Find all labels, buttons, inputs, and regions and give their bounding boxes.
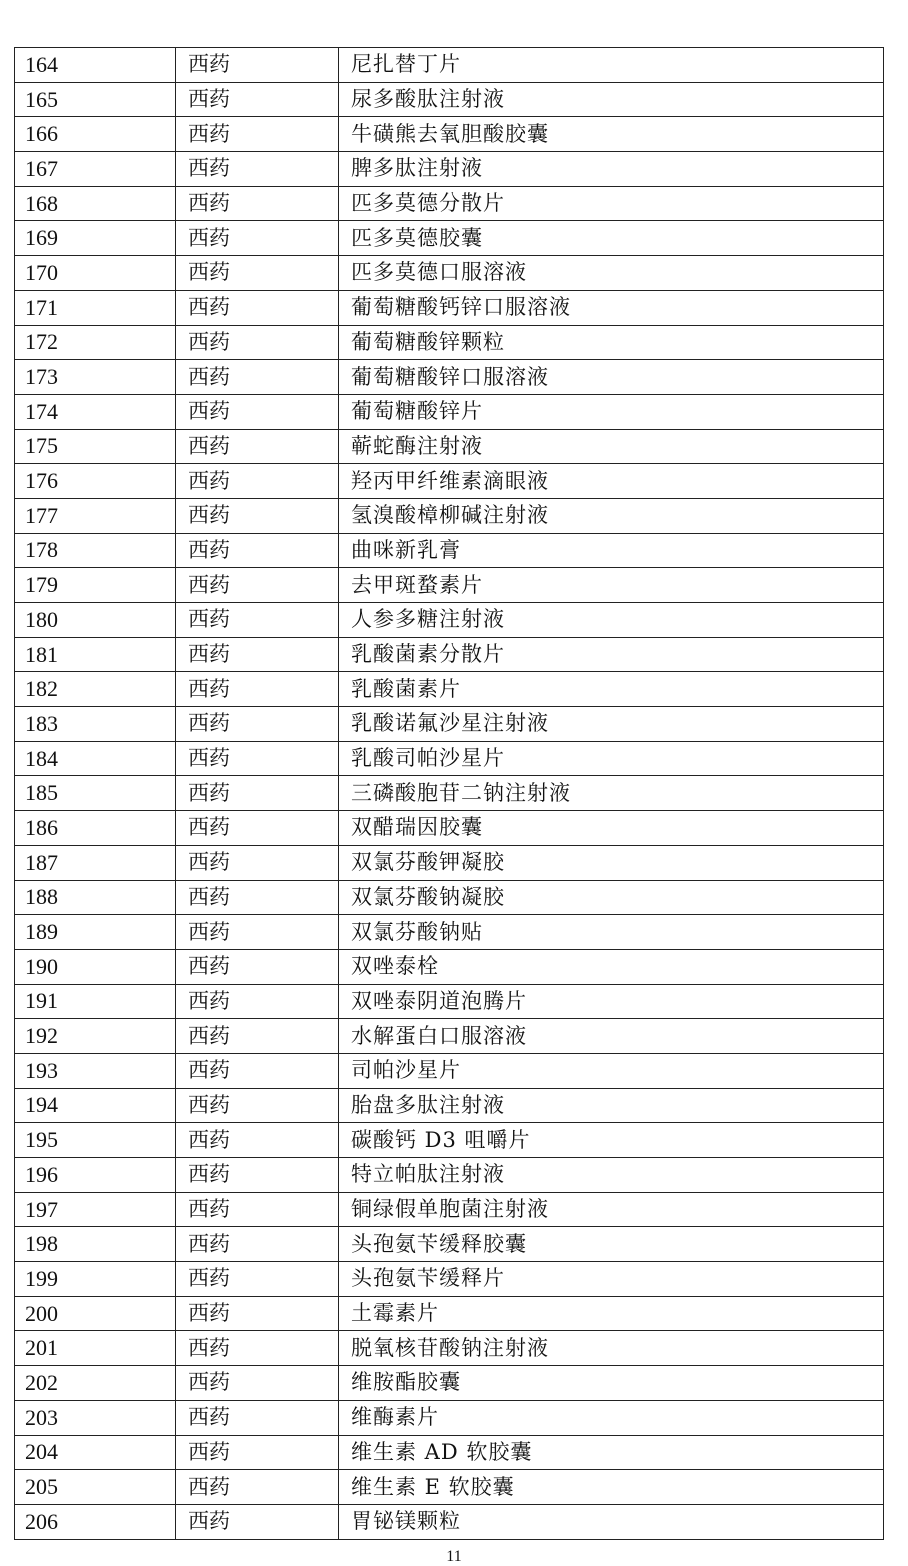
drug-name-cell: 双氯芬酸钠贴 (339, 915, 884, 950)
category-cell: 西药 (176, 1158, 339, 1193)
row-number-cell: 165 (15, 82, 176, 117)
category-cell: 西药 (176, 984, 339, 1019)
table-row (15, 880, 884, 915)
drug-name-cell: 司帕沙星片 (339, 1053, 884, 1088)
row-number-cell: 176 (15, 464, 176, 499)
drug-name-cell: 维胺酯胶囊 (339, 1366, 884, 1401)
category-cell: 西药 (176, 360, 339, 395)
category-cell: 西药 (176, 1019, 339, 1054)
row-number-cell: 198 (15, 1227, 176, 1262)
table-row (15, 256, 884, 291)
row-number-cell: 192 (15, 1019, 176, 1054)
drug-name-cell: 乳酸菌素分散片 (339, 637, 884, 672)
table-row (15, 949, 884, 984)
drug-name-cell: 土霉素片 (339, 1296, 884, 1331)
drug-name-cell: 尿多酸肽注射液 (339, 82, 884, 117)
table-row (15, 1366, 884, 1401)
table-row (15, 394, 884, 429)
table-row (15, 1262, 884, 1297)
table-row (15, 637, 884, 672)
category-cell: 西药 (176, 1192, 339, 1227)
category-cell: 西药 (176, 186, 339, 221)
category-cell: 西药 (176, 845, 339, 880)
category-cell: 西药 (176, 1331, 339, 1366)
category-cell: 西药 (176, 1123, 339, 1158)
table-row (15, 1400, 884, 1435)
table-row (15, 603, 884, 638)
drug-name-cell: 双唑泰阴道泡腾片 (339, 984, 884, 1019)
row-number-cell: 186 (15, 811, 176, 846)
drug-name-cell: 双唑泰栓 (339, 949, 884, 984)
category-cell: 西药 (176, 1435, 339, 1470)
row-number-cell: 203 (15, 1400, 176, 1435)
row-number-cell: 183 (15, 707, 176, 742)
drug-name-cell: 蕲蛇酶注射液 (339, 429, 884, 464)
drug-name-cell: 葡萄糖酸锌片 (339, 394, 884, 429)
row-number-cell: 167 (15, 152, 176, 187)
drug-name-cell: 牛磺熊去氧胆酸胶囊 (339, 117, 884, 152)
drug-name-cell: 羟丙甲纤维素滴眼液 (339, 464, 884, 499)
row-number-cell: 181 (15, 637, 176, 672)
drug-name-cell: 脱氧核苷酸钠注射液 (339, 1331, 884, 1366)
drug-name-cell: 铜绿假单胞菌注射液 (339, 1192, 884, 1227)
row-number-cell: 206 (15, 1504, 176, 1539)
table-row (15, 186, 884, 221)
drug-name-cell: 胃铋镁颗粒 (339, 1504, 884, 1539)
row-number-cell: 202 (15, 1366, 176, 1401)
category-cell: 西药 (176, 880, 339, 915)
category-cell: 西药 (176, 1470, 339, 1505)
category-cell: 西药 (176, 152, 339, 187)
category-cell: 西药 (176, 741, 339, 776)
table-row (15, 1088, 884, 1123)
table-row (15, 82, 884, 117)
row-number-cell: 193 (15, 1053, 176, 1088)
drug-name-cell: 葡萄糖酸钙锌口服溶液 (339, 290, 884, 325)
drug-list-table (14, 47, 884, 1540)
row-number-cell: 184 (15, 741, 176, 776)
drug-name-cell: 乳酸菌素片 (339, 672, 884, 707)
table-row (15, 117, 884, 152)
row-number-cell: 164 (15, 48, 176, 83)
row-number-cell: 175 (15, 429, 176, 464)
drug-name-cell: 头孢氨苄缓释胶囊 (339, 1227, 884, 1262)
table-row (15, 776, 884, 811)
drug-name-cell: 维酶素片 (339, 1400, 884, 1435)
category-cell: 西药 (176, 949, 339, 984)
category-cell: 西药 (176, 1366, 339, 1401)
table-row (15, 1435, 884, 1470)
category-cell: 西药 (176, 117, 339, 152)
row-number-cell: 179 (15, 568, 176, 603)
category-cell: 西药 (176, 637, 339, 672)
category-cell: 西药 (176, 533, 339, 568)
drug-name-cell: 双醋瑞因胶囊 (339, 811, 884, 846)
table-row (15, 1123, 884, 1158)
drug-list-body (15, 48, 884, 1540)
category-cell: 西药 (176, 290, 339, 325)
drug-name-cell: 匹多莫德口服溶液 (339, 256, 884, 291)
row-number-cell: 204 (15, 1435, 176, 1470)
row-number-cell: 169 (15, 221, 176, 256)
table-row (15, 498, 884, 533)
drug-name-cell: 双氯芬酸钾凝胶 (339, 845, 884, 880)
category-cell: 西药 (176, 603, 339, 638)
row-number-cell: 194 (15, 1088, 176, 1123)
drug-name-cell: 维生素 E 软胶囊 (339, 1470, 884, 1505)
category-cell: 西药 (176, 1053, 339, 1088)
category-cell: 西药 (176, 221, 339, 256)
category-cell: 西药 (176, 48, 339, 83)
row-number-cell: 185 (15, 776, 176, 811)
table-row (15, 152, 884, 187)
category-cell: 西药 (176, 256, 339, 291)
table-row (15, 429, 884, 464)
drug-name-cell: 三磷酸胞苷二钠注射液 (339, 776, 884, 811)
category-cell: 西药 (176, 1400, 339, 1435)
drug-name-cell: 胎盘多肽注射液 (339, 1088, 884, 1123)
drug-name-cell: 葡萄糖酸锌颗粒 (339, 325, 884, 360)
row-number-cell: 182 (15, 672, 176, 707)
drug-name-cell: 特立帕肽注射液 (339, 1158, 884, 1193)
table-row (15, 1331, 884, 1366)
table-row (15, 845, 884, 880)
category-cell: 西药 (176, 1504, 339, 1539)
row-number-cell: 174 (15, 394, 176, 429)
table-row (15, 464, 884, 499)
row-number-cell: 187 (15, 845, 176, 880)
row-number-cell: 178 (15, 533, 176, 568)
category-cell: 西药 (176, 82, 339, 117)
category-cell: 西药 (176, 568, 339, 603)
table-row (15, 1470, 884, 1505)
category-cell: 西药 (176, 429, 339, 464)
row-number-cell: 199 (15, 1262, 176, 1297)
category-cell: 西药 (176, 1296, 339, 1331)
table-row (15, 741, 884, 776)
table-row (15, 360, 884, 395)
category-cell: 西药 (176, 672, 339, 707)
table-row (15, 811, 884, 846)
table-row (15, 533, 884, 568)
row-number-cell: 171 (15, 290, 176, 325)
category-cell: 西药 (176, 1227, 339, 1262)
table-row (15, 1192, 884, 1227)
category-cell: 西药 (176, 464, 339, 499)
drug-name-cell: 双氯芬酸钠凝胶 (339, 880, 884, 915)
drug-name-cell: 乳酸司帕沙星片 (339, 741, 884, 776)
drug-name-cell: 匹多莫德分散片 (339, 186, 884, 221)
drug-name-cell: 碳酸钙 D3 咀嚼片 (339, 1123, 884, 1158)
row-number-cell: 172 (15, 325, 176, 360)
table-row (15, 915, 884, 950)
table-row (15, 290, 884, 325)
category-cell: 西药 (176, 394, 339, 429)
drug-name-cell: 尼扎替丁片 (339, 48, 884, 83)
drug-name-cell: 葡萄糖酸锌口服溶液 (339, 360, 884, 395)
row-number-cell: 200 (15, 1296, 176, 1331)
drug-name-cell: 维生素 AD 软胶囊 (339, 1435, 884, 1470)
table-row (15, 1158, 884, 1193)
table-row (15, 672, 884, 707)
category-cell: 西药 (176, 498, 339, 533)
row-number-cell: 195 (15, 1123, 176, 1158)
table-row (15, 1227, 884, 1262)
category-cell: 西药 (176, 776, 339, 811)
drug-name-cell: 氢溴酸樟柳碱注射液 (339, 498, 884, 533)
row-number-cell: 190 (15, 949, 176, 984)
table-row (15, 1019, 884, 1054)
row-number-cell: 168 (15, 186, 176, 221)
drug-name-cell: 人参多糖注射液 (339, 603, 884, 638)
table-row (15, 1053, 884, 1088)
table-row (15, 1296, 884, 1331)
row-number-cell: 173 (15, 360, 176, 395)
category-cell: 西药 (176, 1262, 339, 1297)
page-number: 11 (446, 1548, 462, 1565)
row-number-cell: 166 (15, 117, 176, 152)
table-row (15, 984, 884, 1019)
row-number-cell: 205 (15, 1470, 176, 1505)
row-number-cell: 196 (15, 1158, 176, 1193)
table-row (15, 568, 884, 603)
drug-name-cell: 匹多莫德胶囊 (339, 221, 884, 256)
table-row (15, 221, 884, 256)
row-number-cell: 201 (15, 1331, 176, 1366)
category-cell: 西药 (176, 325, 339, 360)
drug-name-cell: 去甲斑蝥素片 (339, 568, 884, 603)
table-row (15, 325, 884, 360)
row-number-cell: 170 (15, 256, 176, 291)
table-row (15, 48, 884, 83)
category-cell: 西药 (176, 915, 339, 950)
row-number-cell: 180 (15, 603, 176, 638)
drug-name-cell: 头孢氨苄缓释片 (339, 1262, 884, 1297)
row-number-cell: 189 (15, 915, 176, 950)
drug-name-cell: 脾多肽注射液 (339, 152, 884, 187)
row-number-cell: 191 (15, 984, 176, 1019)
drug-name-cell: 曲咪新乳膏 (339, 533, 884, 568)
table-row (15, 1504, 884, 1539)
category-cell: 西药 (176, 707, 339, 742)
table-row (15, 707, 884, 742)
category-cell: 西药 (176, 811, 339, 846)
category-cell: 西药 (176, 1088, 339, 1123)
drug-name-cell: 乳酸诺氟沙星注射液 (339, 707, 884, 742)
row-number-cell: 188 (15, 880, 176, 915)
drug-name-cell: 水解蛋白口服溶液 (339, 1019, 884, 1054)
row-number-cell: 177 (15, 498, 176, 533)
row-number-cell: 197 (15, 1192, 176, 1227)
